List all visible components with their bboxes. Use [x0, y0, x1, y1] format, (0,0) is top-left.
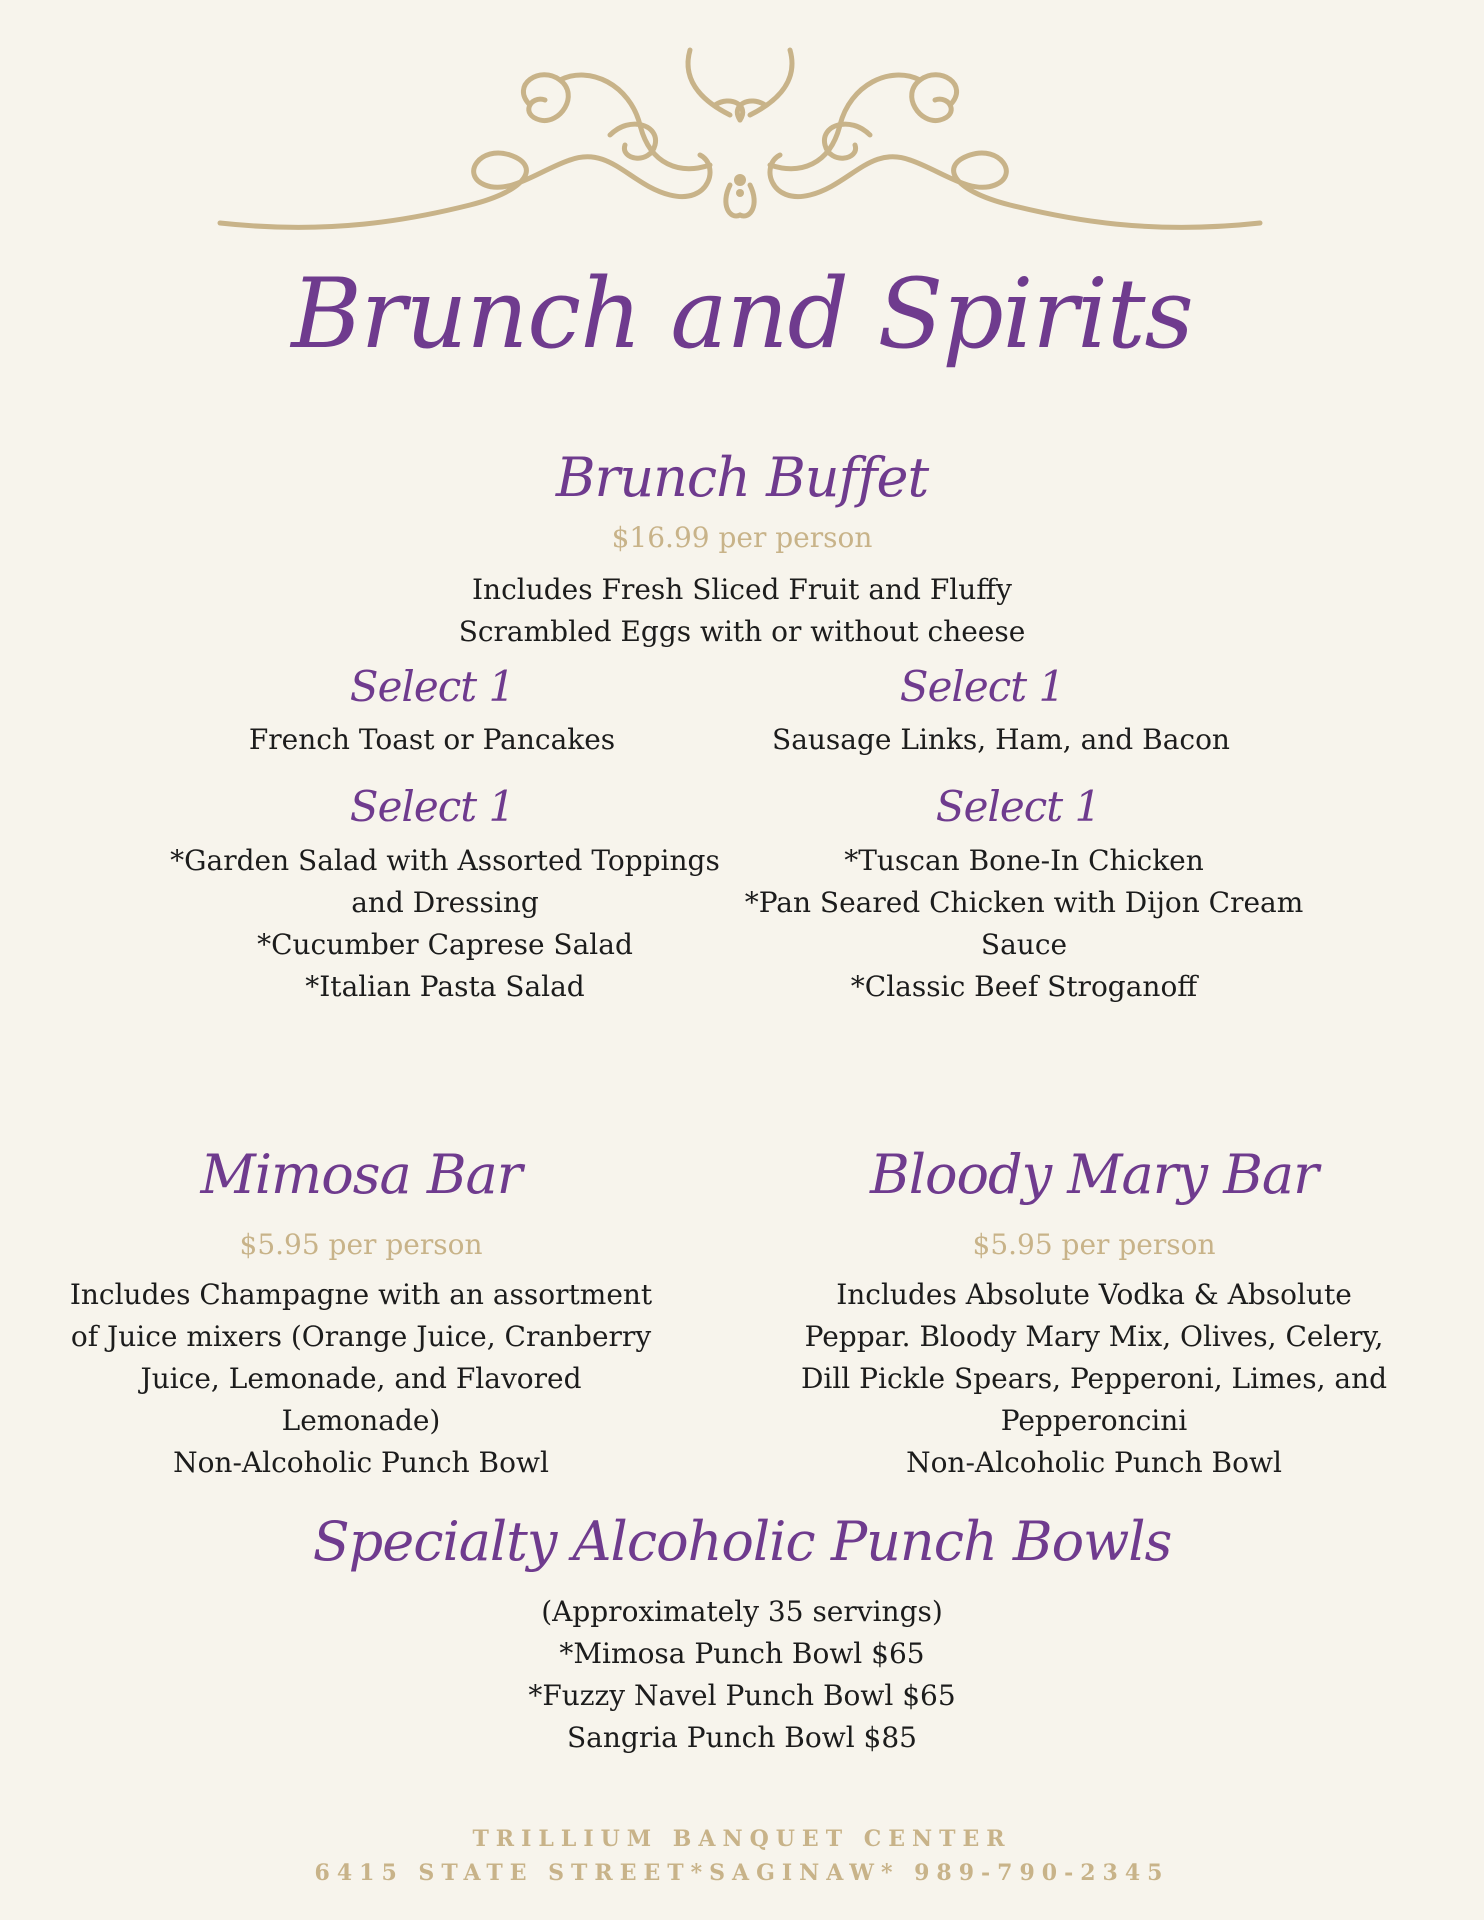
select-options	[182, 719, 682, 761]
bloody-mary-bar-heading: Bloody Mary Bar	[870, 1143, 1318, 1206]
bloody-mary-price: $5.95 per person	[972, 1228, 1216, 1261]
bloody-mary-line: Peppar. Bloody Mary Mix, Olives, Celery,	[804, 1320, 1384, 1353]
brunch-buffet-heading: Brunch Buffet	[555, 446, 929, 509]
mimosa-line: of Juice mixers (Orange Juice, Cranberry	[70, 1320, 652, 1353]
select-options	[751, 719, 1251, 761]
select-option: Sauce	[980, 928, 1068, 961]
brunch-includes-line: Scrambled Eggs with or without cheese	[458, 615, 1026, 648]
brunch-includes	[292, 569, 1192, 653]
mimosa-line: Non-Alcoholic Punch Bowl	[173, 1446, 549, 1479]
select-option: French Toast or Pancakes	[248, 723, 616, 756]
venue-name: TRILLIUM BANQUET CENTER	[472, 1826, 1012, 1852]
select-options	[724, 840, 1324, 1008]
select-option: *Garden Salad with Assorted Toppings	[170, 844, 720, 877]
select-option: *Italian Pasta Salad	[305, 970, 585, 1003]
select-label: Select 1	[349, 782, 515, 831]
mimosa-line: Includes Champagne with an assortment	[69, 1278, 653, 1311]
mimosa-bar-heading: Mimosa Bar	[200, 1143, 522, 1206]
punch-bowl-line: Sangria Punch Bowl $85	[567, 1721, 917, 1754]
punch-bowl-line: *Mimosa Punch Bowl $65	[559, 1637, 925, 1670]
mimosa-description	[41, 1274, 681, 1484]
punch-bowl-line: *Fuzzy Navel Punch Bowl $65	[528, 1679, 956, 1712]
select-option: *Tuscan Bone-In Chicken	[844, 844, 1204, 877]
select-options	[145, 840, 745, 1008]
bloody-mary-line: Dill Pickle Spears, Pepperoni, Limes, and	[800, 1362, 1388, 1395]
select-option: and Dressing	[351, 886, 539, 919]
brunch-price: $16.99 per person	[611, 521, 873, 554]
mimosa-price: $5.95 per person	[239, 1228, 483, 1261]
select-option: *Cucumber Caprese Salad	[257, 928, 633, 961]
select-option: *Pan Seared Chicken with Dijon Cream	[744, 886, 1304, 919]
bloody-mary-line: Pepperoncini	[1000, 1404, 1188, 1437]
select-label: Select 1	[899, 662, 1065, 711]
punch-bowls-list	[392, 1591, 1092, 1759]
punch-bowl-line: (Approximately 35 servings)	[541, 1595, 943, 1628]
bloody-mary-description	[774, 1274, 1414, 1484]
mimosa-line: Lemonade)	[281, 1404, 441, 1437]
select-label: Select 1	[935, 782, 1101, 831]
select-option: *Classic Beef Stroganoff	[850, 970, 1198, 1003]
mimosa-line: Juice, Lemonade, and Flavored	[140, 1362, 582, 1395]
venue-address: 6415 STATE STREET*SAGINAW* 989-790-2345	[314, 1860, 1170, 1886]
brunch-includes-line: Includes Fresh Sliced Fruit and Fluffy	[471, 573, 1012, 606]
bloody-mary-line: Non-Alcoholic Punch Bowl	[906, 1446, 1282, 1479]
page-title: Brunch and Spirits	[291, 258, 1193, 370]
punch-bowls-heading: Specialty Alcoholic Punch Bowls	[312, 1510, 1172, 1573]
select-label: Select 1	[349, 662, 515, 711]
scroll-ornament	[210, 45, 1270, 245]
bloody-mary-line: Includes Absolute Vodka & Absolute	[836, 1278, 1352, 1311]
select-option: Sausage Links, Ham, and Bacon	[772, 723, 1230, 756]
